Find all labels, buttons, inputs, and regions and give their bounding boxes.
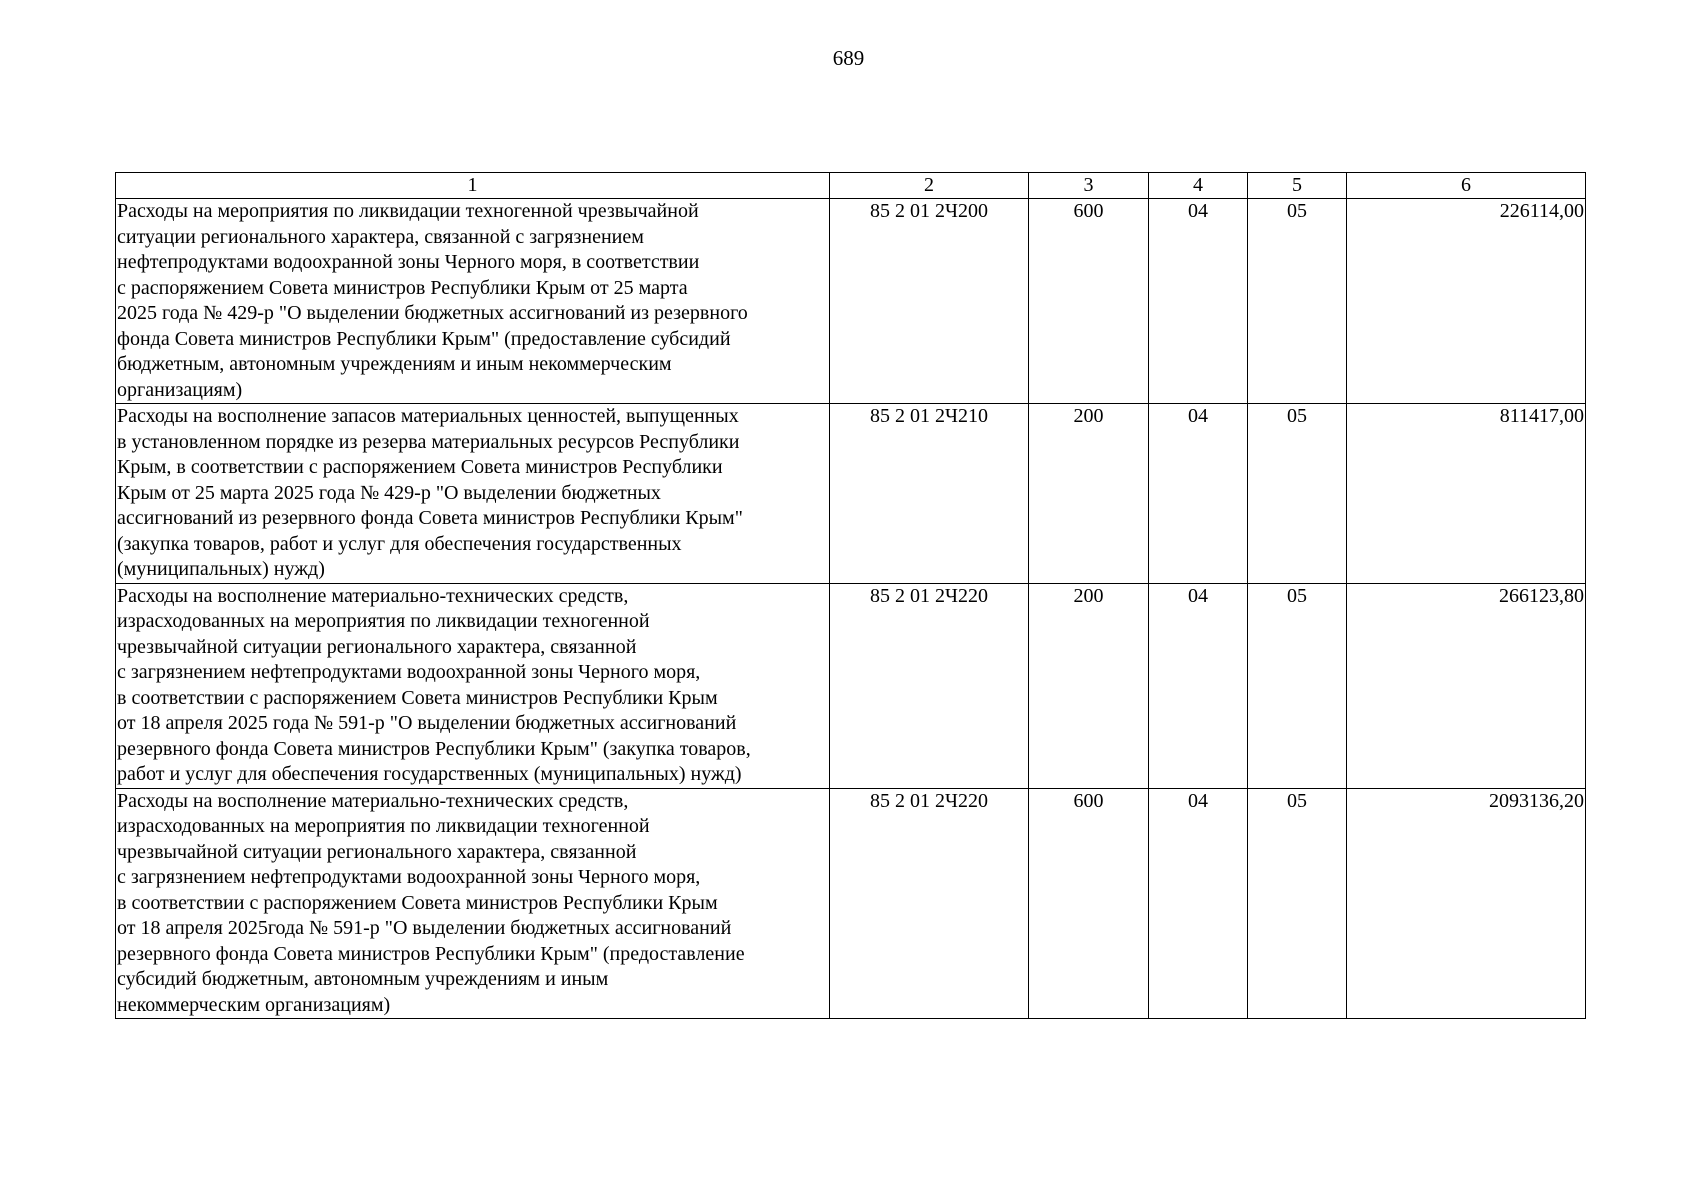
row-target-article-code: 85 2 01 2Ч210 [830, 404, 1029, 584]
header-col-6: 6 [1347, 173, 1586, 199]
row-section-code: 04 [1149, 583, 1248, 788]
row-amount: 811417,00 [1347, 404, 1586, 584]
row-subsection-code: 05 [1248, 788, 1347, 1019]
table-row [116, 199, 1586, 404]
row-subsection-code: 05 [1248, 404, 1347, 584]
table-row [116, 788, 1586, 1019]
header-col-2: 2 [830, 173, 1029, 199]
row-expense-type-code: 200 [1029, 583, 1149, 788]
row-target-article-code: 85 2 01 2Ч220 [830, 583, 1029, 788]
row-target-article-code: 85 2 01 2Ч220 [830, 788, 1029, 1019]
row-section-code: 04 [1149, 404, 1248, 584]
row-description: Расходы на восполнение запасов материальных ценностей, выпущенных в установленном порядке из резерва материальных ресурсов Республики Крым, в соответствии с распоряжением Совета министров Республики Крым от 25 марта 2025 года № 429-р "О выделении бюджетных ассигнований из резервного фонда Совета министров Республики Крым" (закупка товаров, работ и услуг для обеспечения государственных (муниципальных) нужд) [116, 404, 830, 584]
row-expense-type-code: 600 [1029, 788, 1149, 1019]
budget-table [115, 172, 1586, 1019]
table-row [116, 583, 1586, 788]
row-target-article-code: 85 2 01 2Ч200 [830, 199, 1029, 404]
header-col-3: 3 [1029, 173, 1149, 199]
header-col-4: 4 [1149, 173, 1248, 199]
row-description: Расходы на мероприятия по ликвидации техногенной чрезвычайной ситуации регионального характера, связанной с загрязнением нефтепродуктами водоохранной зоны Черного моря, в соответствии с распоряжением Совета министров Республики Крым от 25 марта 2025 года № 429-р "О выделении бюджетных ассигнований из резервного фонда Совета министров Республики Крым" (предоставление субсидий бюджетным, автономным учреждениям и иным некоммерческим организациям) [116, 199, 830, 404]
header-row [116, 173, 1586, 199]
row-description: Расходы на восполнение материально-технических средств, израсходованных на мероприятия по ликвидации техногенной чрезвычайной ситуации регионального характера, связанной с загрязнением нефтепродуктами водоохранной зоны Черного моря, в соответствии с распоряжением Совета министров Республики Крым от 18 апреля 2025 года № 591-р "О выделении бюджетных ассигнований резервного фонда Совета министров Республики Крым" (закупка товаров, работ и услуг для обеспечения государственных (муниципальных) нужд) [116, 583, 830, 788]
row-expense-type-code: 200 [1029, 404, 1149, 584]
header-col-5: 5 [1248, 173, 1347, 199]
row-expense-type-code: 600 [1029, 199, 1149, 404]
row-subsection-code: 05 [1248, 583, 1347, 788]
row-description: Расходы на восполнение материально-технических средств, израсходованных на мероприятия по ликвидации техногенной чрезвычайной ситуации регионального характера, связанной с загрязнением нефтепродуктами водоохранной зоны Черного моря, в соответствии с распоряжением Совета министров Республики Крым от 18 апреля 2025года № 591-р "О выделении бюджетных ассигнований резервного фонда Совета министров Республики Крым" (предоставление субсидий бюджетным, автономным учреждениям и иным некоммерческим организациям) [116, 788, 830, 1019]
table-row [116, 404, 1586, 584]
page-number: 689 [832, 46, 865, 70]
row-section-code: 04 [1149, 788, 1248, 1019]
row-amount: 226114,00 [1347, 199, 1586, 404]
row-amount: 266123,80 [1347, 583, 1586, 788]
row-section-code: 04 [1149, 199, 1248, 404]
header-col-1: 1 [116, 173, 830, 199]
row-subsection-code: 05 [1248, 199, 1347, 404]
row-amount: 2093136,20 [1347, 788, 1586, 1019]
